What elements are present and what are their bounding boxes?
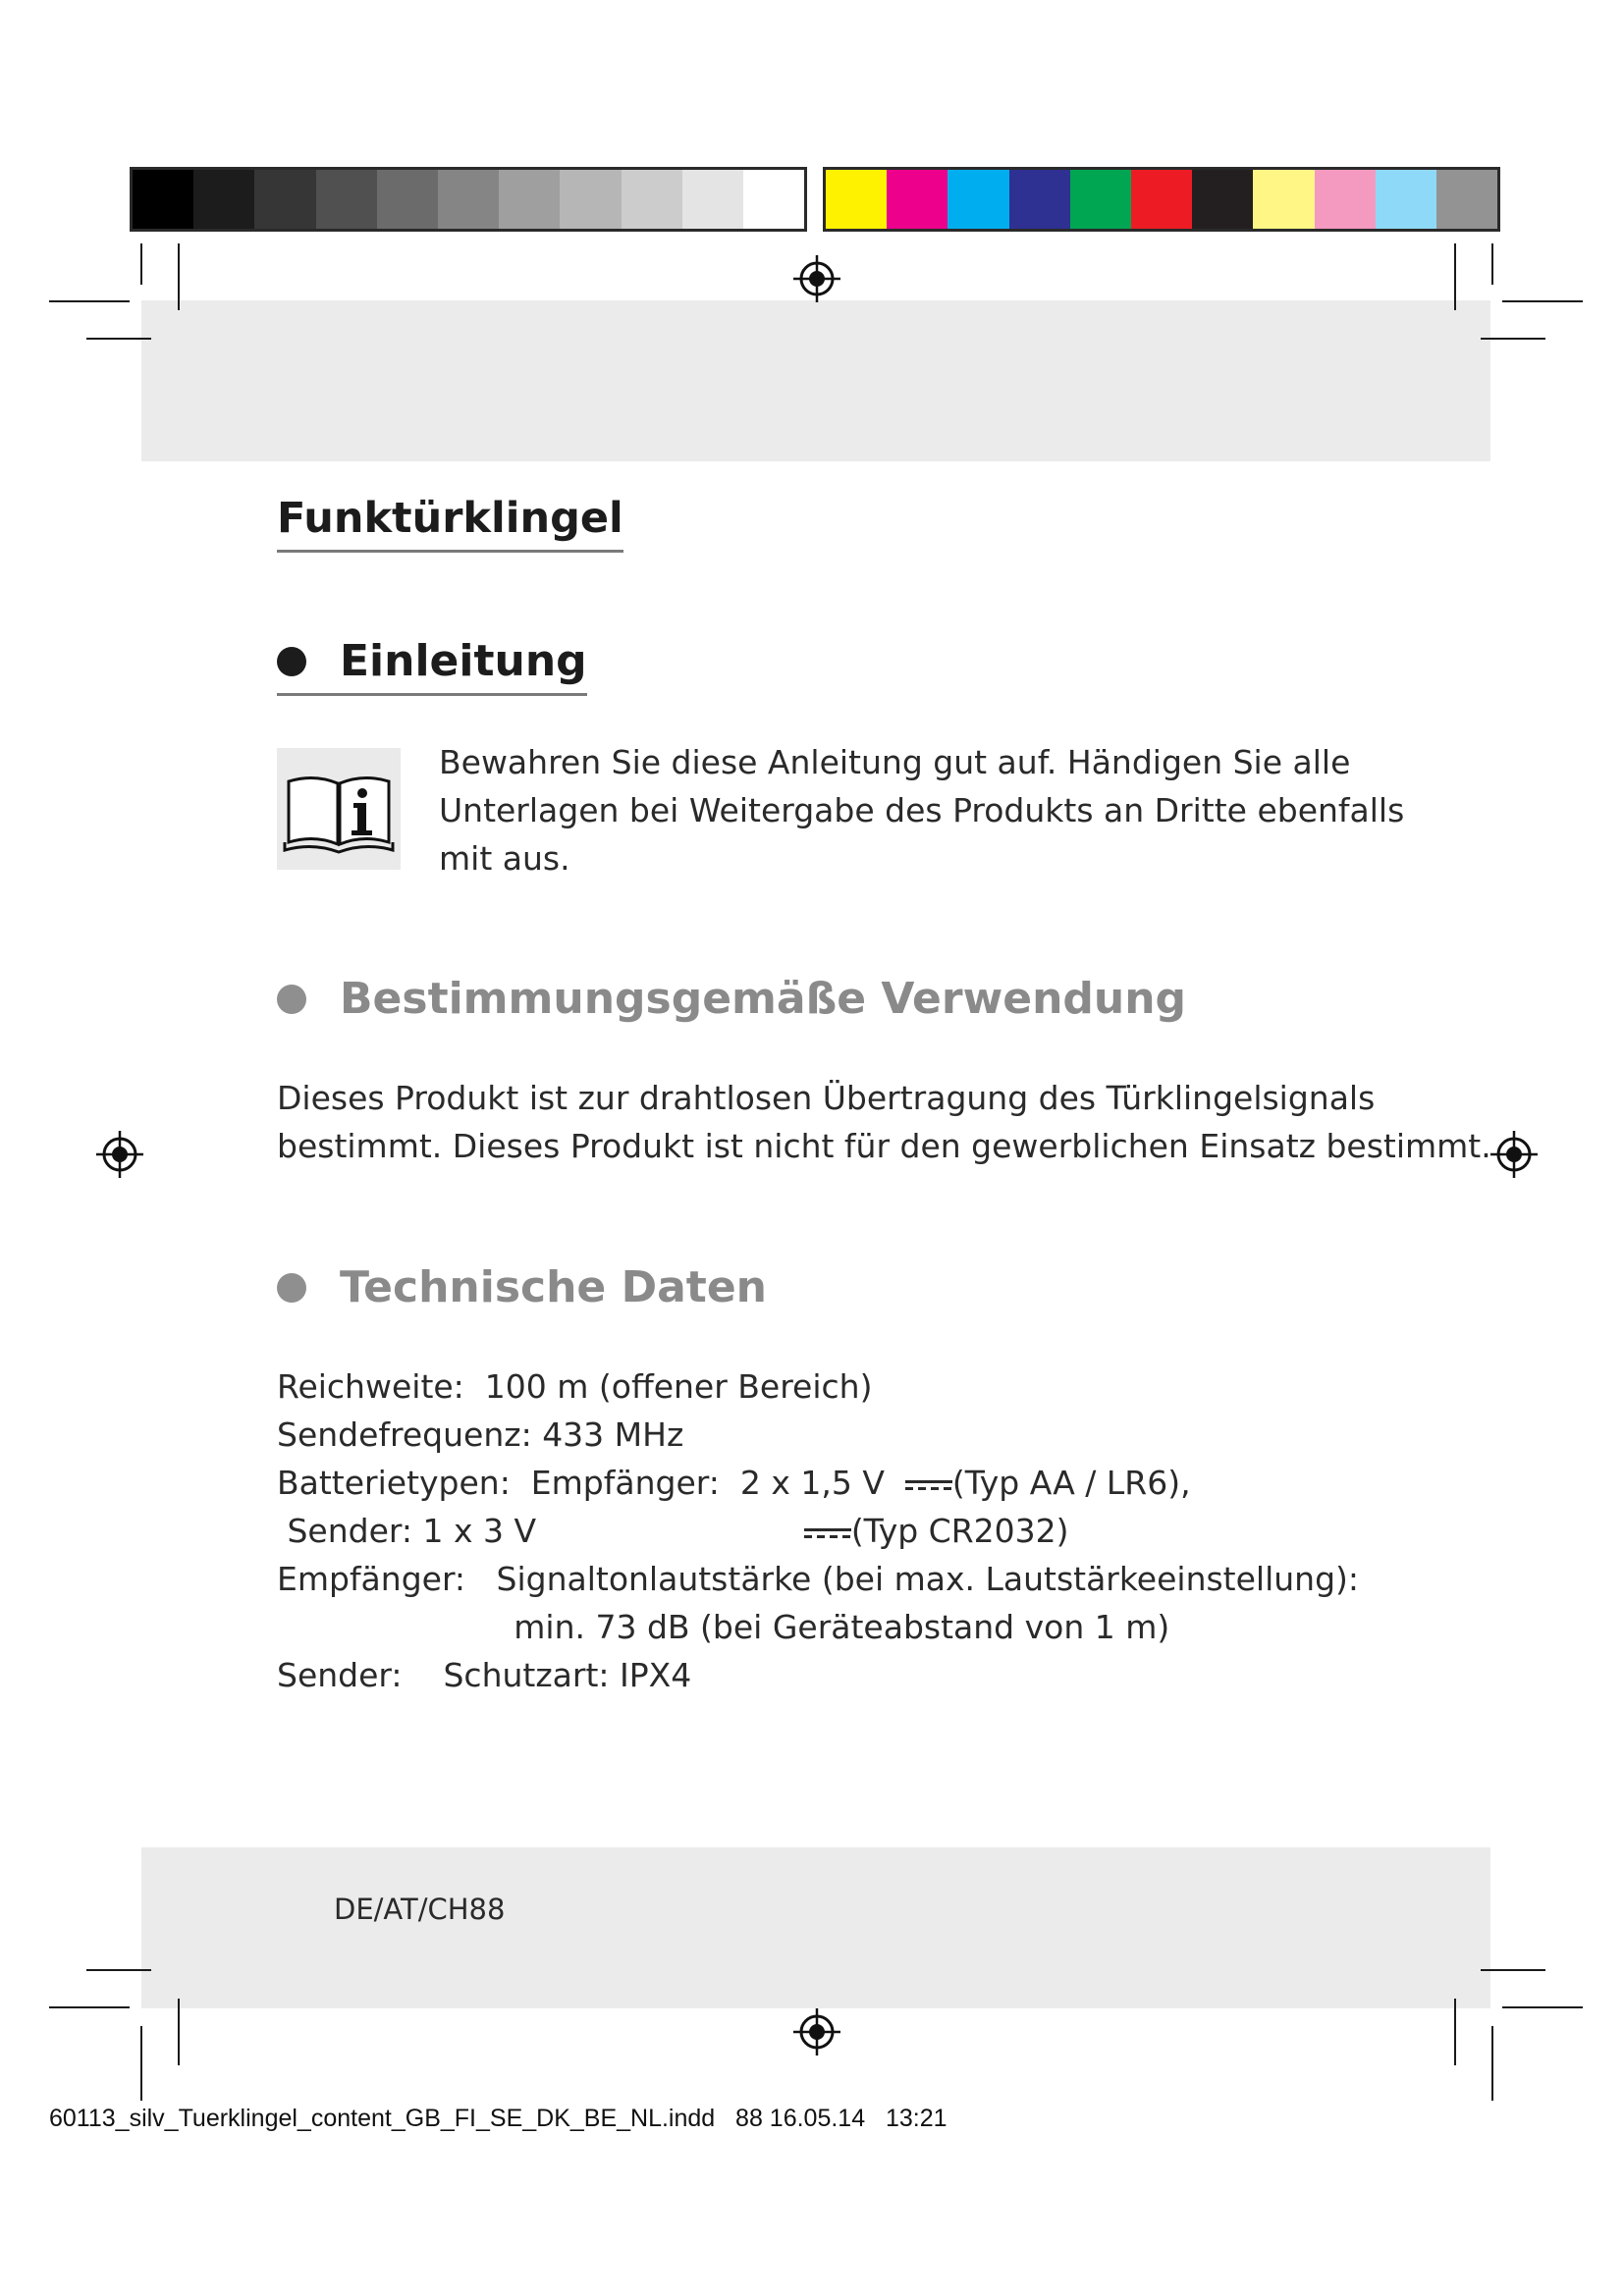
color-swatch bbox=[947, 170, 1008, 229]
crop-mark bbox=[49, 300, 130, 302]
registration-mark-icon bbox=[791, 2006, 842, 2057]
crop-mark bbox=[1454, 1999, 1456, 2065]
section-heading-label: Technische Daten bbox=[340, 1262, 767, 1312]
spec-reichweite: Reichweite: 100 m (offener Bereich) bbox=[277, 1367, 873, 1406]
dc-symbol-icon bbox=[905, 1478, 952, 1492]
color-swatch bbox=[499, 170, 560, 229]
section-heading-technik bbox=[277, 1258, 767, 1317]
crop-mark bbox=[140, 2026, 142, 2101]
color-swatch bbox=[316, 170, 377, 229]
spec-text: Batterietypen: Empfänger: 2 x 1,5 V bbox=[277, 1464, 895, 1502]
color-swatch bbox=[377, 170, 438, 229]
page-title: Funktürklingel bbox=[277, 489, 623, 553]
spec-empfaenger: Empfänger: Signaltonlautstärke (bei max. Lautstärkeeinstellung): bbox=[277, 1560, 1360, 1598]
color-swatch bbox=[1009, 170, 1070, 229]
spec-batterie-sender bbox=[277, 1507, 1359, 1555]
crop-mark bbox=[49, 2006, 130, 2008]
print-slug: 60113_silv_Tuerklingel_content_GB_FI_SE_DK_BE_NL.indd 88 16.05.14 13:21 bbox=[49, 2105, 947, 2132]
section-heading-verwendung bbox=[277, 970, 1186, 1029]
text-line: Dieses Produkt ist zur drahtlosen Übertragung des Türklingelsignals bbox=[277, 1079, 1376, 1117]
spec-sender: Sender: Schutzart: IPX4 bbox=[277, 1656, 692, 1694]
registration-mark-icon bbox=[791, 253, 842, 304]
section-heading-label: Bestimmungsgemäße Verwendung bbox=[340, 974, 1187, 1024]
color-swatch bbox=[254, 170, 315, 229]
color-swatch bbox=[438, 170, 499, 229]
bullet-icon bbox=[277, 985, 306, 1014]
text-line: Bewahren Sie diese Anleitung gut auf. Händigen Sie alle bbox=[439, 743, 1351, 781]
bullet-icon bbox=[277, 647, 306, 676]
bullet-icon bbox=[277, 1273, 306, 1303]
crop-mark bbox=[1481, 1969, 1545, 1971]
color-swatch bbox=[193, 170, 254, 229]
color-swatch bbox=[682, 170, 743, 229]
section-heading-einleitung bbox=[277, 632, 587, 696]
color-swatch bbox=[1376, 170, 1436, 229]
color-swatch bbox=[1192, 170, 1253, 229]
spec-text: (Typ AA / LR6), bbox=[951, 1464, 1191, 1502]
color-swatch bbox=[887, 170, 947, 229]
color-swatch bbox=[743, 170, 804, 229]
crop-mark bbox=[140, 243, 142, 285]
spec-text: (Typ CR2032) bbox=[850, 1512, 1069, 1550]
spec-batterie-empfaenger bbox=[277, 1459, 1359, 1507]
crop-mark bbox=[1454, 243, 1456, 310]
registration-mark-icon bbox=[1489, 1129, 1540, 1180]
crop-mark bbox=[1481, 338, 1545, 340]
color-swatch bbox=[1070, 170, 1131, 229]
crop-mark bbox=[86, 1969, 151, 1971]
text-line: bestimmt. Dieses Produkt ist nicht für den gewerblichen Einsatz bestimmt. bbox=[277, 1127, 1491, 1165]
manual-info-icon bbox=[277, 748, 401, 870]
page-number: DE/AT/CH88 bbox=[334, 1893, 506, 1926]
registration-mark-icon bbox=[94, 1129, 145, 1180]
color-swatch bbox=[826, 170, 887, 229]
crop-mark bbox=[86, 338, 151, 340]
crop-mark bbox=[1502, 2006, 1583, 2008]
color-swatch bbox=[560, 170, 621, 229]
footer-band bbox=[141, 1847, 1490, 2008]
dc-symbol-icon bbox=[804, 1526, 851, 1540]
spec-empfaenger-2: min. 73 dB (bei Geräteabstand von 1 m) bbox=[277, 1608, 1170, 1646]
color-swatch bbox=[1436, 170, 1497, 229]
crop-mark bbox=[1491, 2026, 1493, 2101]
technical-data bbox=[277, 1362, 1359, 1699]
header-band bbox=[141, 300, 1490, 461]
grayscale-color-bar bbox=[130, 167, 807, 232]
color-swatch bbox=[1315, 170, 1376, 229]
spec-text: Sender: 1 x 3 V bbox=[277, 1512, 804, 1550]
color-swatch bbox=[622, 170, 682, 229]
process-color-bar bbox=[823, 167, 1500, 232]
color-swatch bbox=[133, 170, 193, 229]
crop-mark bbox=[1491, 243, 1493, 285]
section-heading-label: Einleitung bbox=[340, 636, 587, 686]
text-line: Unterlagen bei Weitergabe des Produkts an Dritte ebenfalls bbox=[439, 791, 1405, 829]
color-swatch bbox=[1253, 170, 1314, 229]
spec-sendefrequenz: Sendefrequenz: 433 MHz bbox=[277, 1415, 684, 1454]
crop-mark bbox=[1502, 300, 1583, 302]
intro-paragraph bbox=[439, 738, 1404, 882]
crop-mark bbox=[178, 243, 180, 310]
text-line: mit aus. bbox=[439, 839, 570, 878]
color-swatch bbox=[1131, 170, 1192, 229]
crop-mark bbox=[178, 1999, 180, 2065]
verwendung-paragraph bbox=[277, 1074, 1491, 1170]
